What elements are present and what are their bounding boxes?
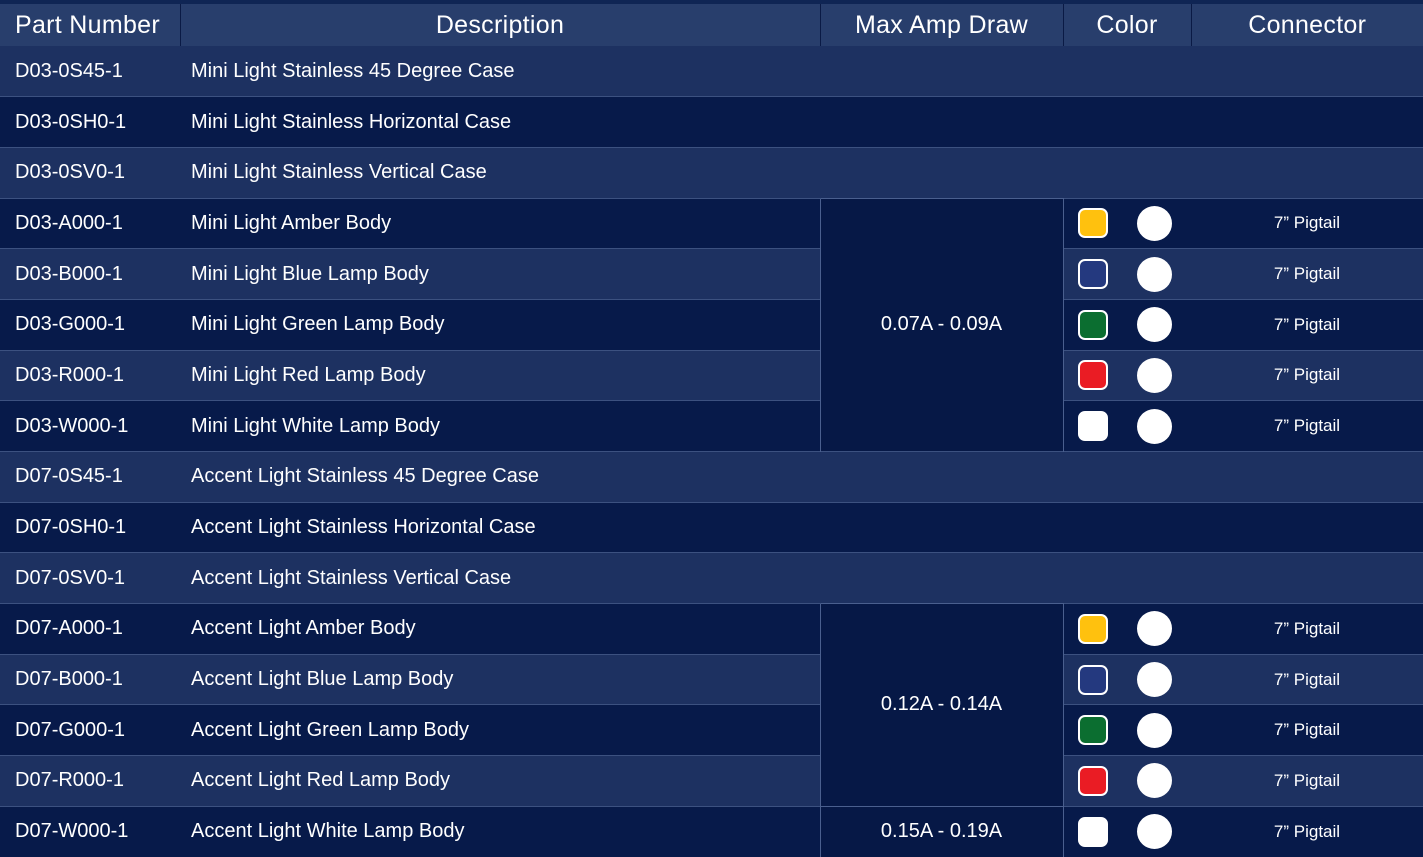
description: Accent Light Stainless Horizontal Case xyxy=(180,502,820,553)
color-cell xyxy=(1063,299,1191,350)
lens-color-dot xyxy=(1137,713,1172,748)
connector: 7” Pigtail xyxy=(1191,604,1423,655)
part-number: D03-B000-1 xyxy=(0,249,180,300)
connector: 7” Pigtail xyxy=(1191,401,1423,452)
connector: 7” Pigtail xyxy=(1191,249,1423,300)
lens-color-dot xyxy=(1137,763,1172,798)
table-row xyxy=(0,249,1423,300)
part-number: D03-A000-1 xyxy=(0,198,180,249)
body-color-swatch xyxy=(1078,360,1108,390)
description: Mini Light Green Lamp Body xyxy=(180,299,820,350)
color-cell xyxy=(1063,806,1191,857)
color-cell xyxy=(1063,604,1191,655)
table-row xyxy=(0,604,1423,655)
part-number: D03-G000-1 xyxy=(0,299,180,350)
part-number: D07-A000-1 xyxy=(0,604,180,655)
lens-color-dot xyxy=(1137,206,1172,241)
empty-cell xyxy=(820,452,1423,503)
empty-cell xyxy=(820,46,1423,97)
lens-color-dot xyxy=(1137,662,1172,697)
table-row xyxy=(0,806,1423,857)
empty-cell xyxy=(820,553,1423,604)
body-color-swatch xyxy=(1078,259,1108,289)
color-cell xyxy=(1063,249,1191,300)
part-number: D03-0SH0-1 xyxy=(0,97,180,148)
lens-color-dot xyxy=(1137,814,1172,849)
part-number: D07-B000-1 xyxy=(0,654,180,705)
table-row xyxy=(0,502,1423,553)
description: Mini Light Stainless Horizontal Case xyxy=(180,97,820,148)
body-color-swatch xyxy=(1078,715,1108,745)
description: Mini Light White Lamp Body xyxy=(180,401,820,452)
part-number: D07-0SH0-1 xyxy=(0,502,180,553)
description: Accent Light Red Lamp Body xyxy=(180,756,820,807)
color-cell xyxy=(1063,198,1191,249)
amp-draw: 0.15A - 0.19A xyxy=(820,806,1063,857)
amp-draw: 0.07A - 0.09A xyxy=(820,198,1063,451)
description: Accent Light Blue Lamp Body xyxy=(180,654,820,705)
body-color-swatch xyxy=(1078,411,1108,441)
connector: 7” Pigtail xyxy=(1191,299,1423,350)
body-color-swatch xyxy=(1078,665,1108,695)
table-row xyxy=(0,198,1423,249)
color-cell xyxy=(1063,654,1191,705)
connector: 7” Pigtail xyxy=(1191,350,1423,401)
part-number: D07-0S45-1 xyxy=(0,452,180,503)
connector: 7” Pigtail xyxy=(1191,654,1423,705)
empty-cell xyxy=(820,502,1423,553)
description: Mini Light Red Lamp Body xyxy=(180,350,820,401)
body-color-swatch xyxy=(1078,310,1108,340)
description: Accent Light White Lamp Body xyxy=(180,806,820,857)
table-row xyxy=(0,756,1423,807)
connector: 7” Pigtail xyxy=(1191,806,1423,857)
table-row xyxy=(0,97,1423,148)
connector: 7” Pigtail xyxy=(1191,705,1423,756)
header-color: Color xyxy=(1063,2,1191,46)
part-number: D07-R000-1 xyxy=(0,756,180,807)
lens-color-dot xyxy=(1137,409,1172,444)
color-cell xyxy=(1063,401,1191,452)
table-row xyxy=(0,350,1423,401)
description: Accent Light Green Lamp Body xyxy=(180,705,820,756)
color-cell xyxy=(1063,350,1191,401)
description: Accent Light Stainless 45 Degree Case xyxy=(180,452,820,503)
part-number: D03-R000-1 xyxy=(0,350,180,401)
table-row xyxy=(0,654,1423,705)
header-part-number: Part Number xyxy=(0,2,180,46)
body-color-swatch xyxy=(1078,208,1108,238)
header-row xyxy=(0,2,1423,46)
part-number: D03-W000-1 xyxy=(0,401,180,452)
header-description: Description xyxy=(180,2,820,46)
description: Mini Light Stainless 45 Degree Case xyxy=(191,59,515,82)
description: Mini Light Stainless Vertical Case xyxy=(180,147,820,198)
header-max-amp-draw: Max Amp Draw xyxy=(820,2,1063,46)
body-color-swatch xyxy=(1078,817,1108,847)
lens-color-dot xyxy=(1137,358,1172,393)
description: Mini Light Blue Lamp Body xyxy=(180,249,820,300)
part-number: D07-W000-1 xyxy=(0,806,180,857)
lens-color-dot xyxy=(1137,611,1172,646)
table-row xyxy=(0,299,1423,350)
part-number: D03-0SV0-1 xyxy=(0,147,180,198)
table-row xyxy=(0,452,1423,503)
amp-draw: 0.12A - 0.14A xyxy=(820,604,1063,807)
part-number: D07-0SV0-1 xyxy=(0,553,180,604)
header-connector: Connector xyxy=(1191,2,1423,46)
table-row xyxy=(0,46,1423,97)
table-row xyxy=(0,705,1423,756)
part-number: D07-G000-1 xyxy=(0,705,180,756)
color-cell xyxy=(1063,756,1191,807)
lens-color-dot xyxy=(1137,307,1172,342)
empty-cell xyxy=(820,97,1423,148)
body-color-swatch xyxy=(1078,766,1108,796)
connector: 7” Pigtail xyxy=(1191,756,1423,807)
connector: 7” Pigtail xyxy=(1191,198,1423,249)
empty-cell xyxy=(820,147,1423,198)
part-number: D03-0S45-1 xyxy=(15,59,123,82)
description: Mini Light Amber Body xyxy=(180,198,820,249)
color-cell xyxy=(1063,705,1191,756)
table-row xyxy=(0,401,1423,452)
table-row xyxy=(0,147,1423,198)
description: Accent Light Stainless Vertical Case xyxy=(180,553,820,604)
table-row xyxy=(0,553,1423,604)
lens-color-dot xyxy=(1137,257,1172,292)
description: Accent Light Amber Body xyxy=(180,604,820,655)
body-color-swatch xyxy=(1078,614,1108,644)
